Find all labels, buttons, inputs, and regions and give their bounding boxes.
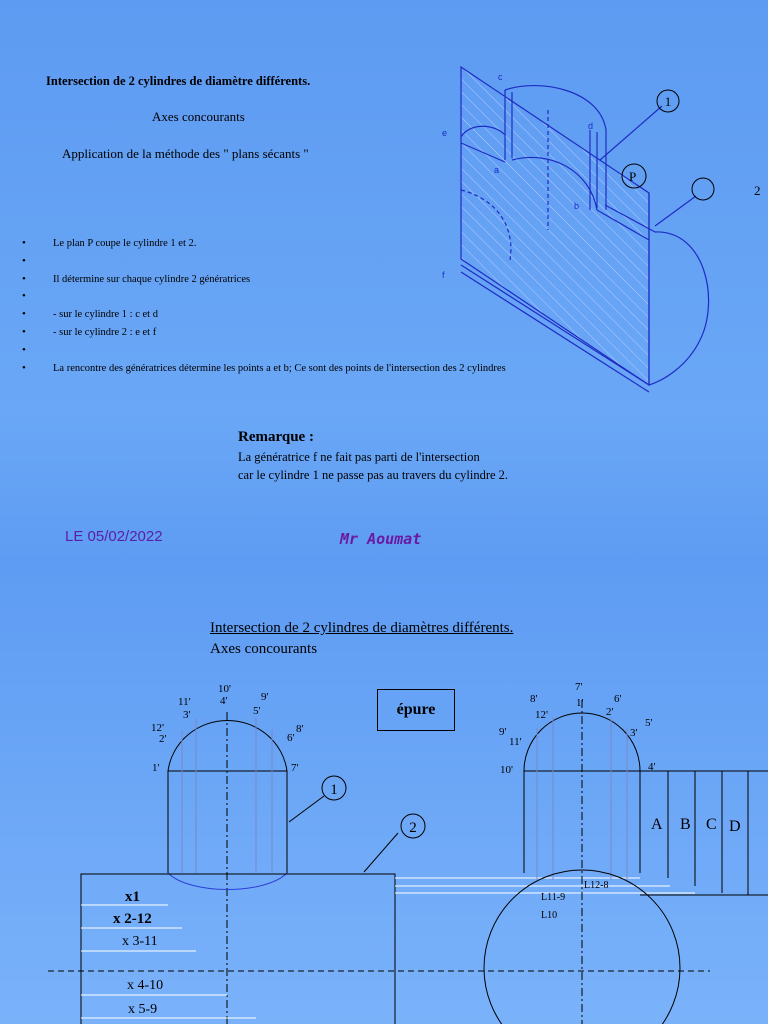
left-num: 11' bbox=[178, 696, 191, 708]
point-b-label: b bbox=[574, 201, 580, 211]
author-label: Mr Aoumat bbox=[340, 530, 422, 548]
left-num: 1' bbox=[152, 762, 160, 774]
generatrix-c-label: c bbox=[498, 72, 503, 82]
dim-letter-b: B bbox=[680, 816, 691, 833]
epure-callout-2-label: 2 bbox=[409, 820, 417, 836]
arc-label-l10: L10 bbox=[541, 910, 558, 921]
slide1-title: Intersection de 2 cylindres de diamètre différents. bbox=[46, 74, 311, 88]
left-num: 2' bbox=[159, 733, 167, 745]
slide2-title: Intersection de 2 cylindres de diamètres différents. bbox=[210, 620, 514, 636]
dim-x3-11: x 3-11 bbox=[122, 934, 158, 949]
date-label: LE 05/02/2022 bbox=[65, 528, 163, 545]
left-num: 5' bbox=[253, 705, 261, 717]
slide2-subtitle: Axes concourants bbox=[210, 641, 318, 657]
point-a-label: a bbox=[494, 165, 500, 175]
plane-p-label: P bbox=[629, 169, 637, 184]
generatrix-e-label: e bbox=[442, 128, 448, 138]
generatrix-d-label: d bbox=[588, 121, 594, 131]
slide1-subtitle-method: Application de la méthode des " plans sécants " bbox=[62, 146, 309, 161]
right-num: 8' bbox=[530, 693, 538, 705]
left-num: 12' bbox=[151, 722, 164, 734]
left-num: 3' bbox=[183, 709, 191, 721]
remarque-line-2: car le cylindre 1 ne passe pas au travers du cylindre 2. bbox=[238, 468, 509, 482]
right-num: 7' bbox=[575, 681, 583, 693]
right-num: 6' bbox=[614, 693, 622, 705]
remarque-title: Remarque : bbox=[238, 429, 314, 445]
epure-callout-1-label: 1 bbox=[330, 782, 338, 798]
bullet-item: • Le plan P coupe le cylindre 1 et 2. bbox=[22, 235, 506, 253]
dim-x5-9: x 5-9 bbox=[128, 1002, 158, 1017]
callout-1-label: 1 bbox=[664, 94, 672, 109]
right-num: 10' bbox=[500, 764, 513, 776]
right-num: 2' bbox=[606, 706, 614, 718]
remarque-line-1: La génératrice f ne fait pas parti de l'intersection bbox=[238, 450, 480, 464]
arc-label-l11-9: L11-9 bbox=[541, 892, 566, 903]
callout-2-label: 2 bbox=[754, 183, 761, 198]
left-num: 10' bbox=[218, 683, 231, 695]
right-num: 11' bbox=[509, 736, 522, 748]
right-num: 4' bbox=[648, 761, 656, 773]
dim-x1: x1 bbox=[125, 889, 140, 905]
right-num: 12' bbox=[535, 709, 548, 721]
bullet-item: • Il détermine sur chaque cylindre 2 génératrices bbox=[22, 271, 506, 289]
arc-label-l12-8: L12-8 bbox=[584, 880, 609, 891]
dim-letter-a: A bbox=[651, 816, 663, 833]
bullet-item: • - sur le cylindre 1 : c et d bbox=[22, 306, 506, 324]
epure-label: épure bbox=[396, 701, 436, 718]
right-num: 1' bbox=[576, 697, 584, 709]
left-num: 4' bbox=[220, 695, 228, 707]
bullet-item: • - sur le cylindre 2 : e et f bbox=[22, 324, 506, 342]
dim-x2-12: x 2-12 bbox=[113, 911, 152, 927]
right-num: 9' bbox=[499, 726, 507, 738]
bullet-item: • La rencontre des génératrices détermine les points a et b; Ce sont des points de l'intersection des 2 cylindres bbox=[22, 360, 506, 378]
slide1-subtitle-axes: Axes concourants bbox=[152, 109, 245, 124]
dim-x4-10: x 4-10 bbox=[127, 978, 164, 993]
dim-letter-c: C bbox=[706, 816, 717, 833]
right-num: 5' bbox=[645, 717, 653, 729]
left-num: 8' bbox=[296, 723, 304, 735]
generatrix-f-label: f bbox=[442, 270, 445, 280]
right-num: 3' bbox=[630, 727, 638, 739]
dim-letter-d: D bbox=[729, 818, 741, 835]
left-num: 6' bbox=[287, 732, 295, 744]
left-num: 9' bbox=[261, 691, 269, 703]
left-num: 7' bbox=[291, 762, 299, 774]
